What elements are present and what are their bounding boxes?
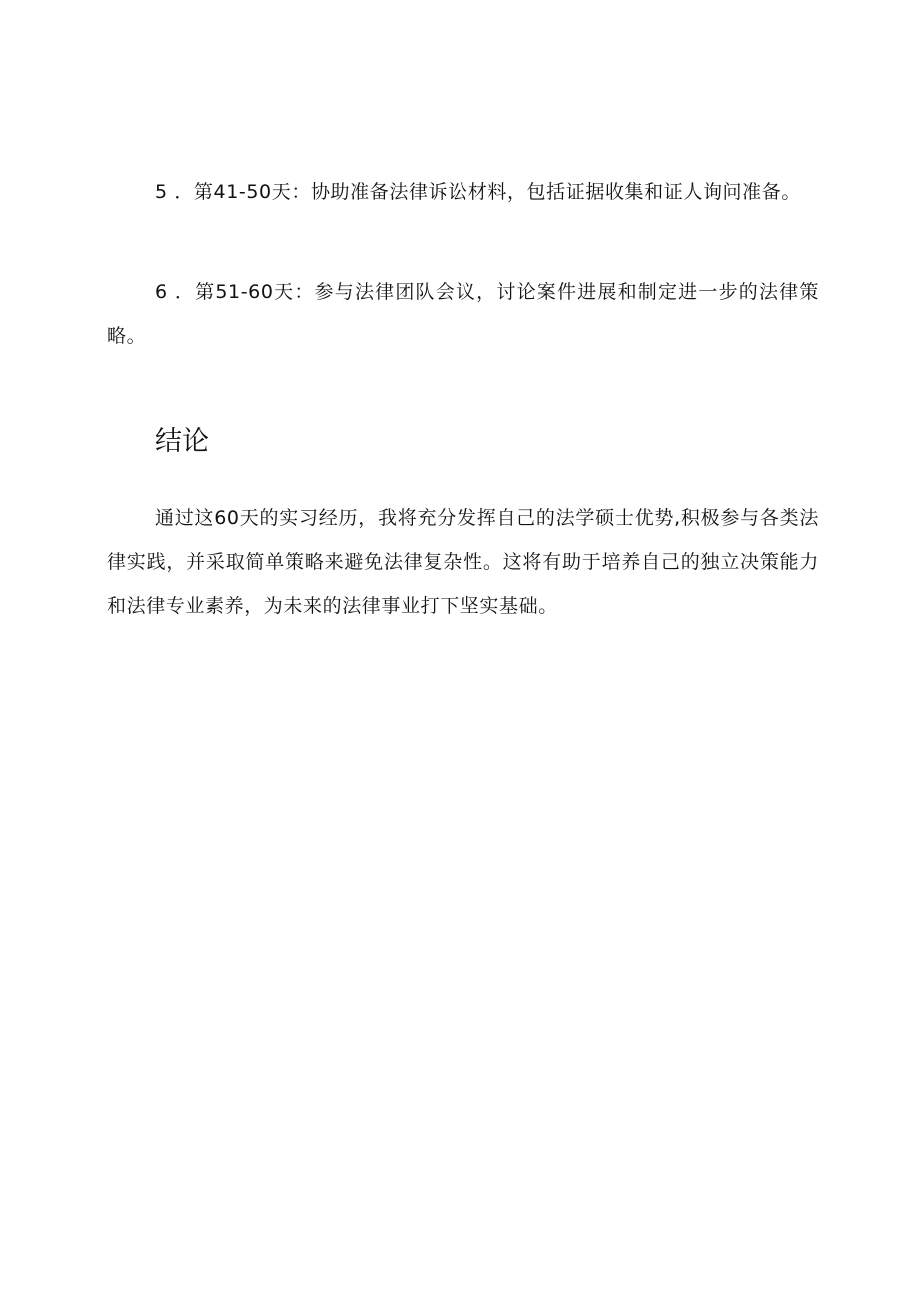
document-content (107, 170, 819, 628)
list-item-6: 6 ．第51-60天：参与法律团队会议，讨论案件进展和制定进一步的法律策略。 (107, 281, 819, 347)
list-item-5: 5 ．第41-50天：协助准备法律诉讼材料，包括证据收集和证人询问准备。 (155, 181, 801, 203)
conclusion-paragraph: 通过这60天的实习经历，我将充分发挥自己的法学硕士优势,积极参与各类法律实践，并采取简单策略来避免法律复杂性。这将有助于培养自己的独立决策能力和法律专业素养，为未来的法律事业打下坚实基础。 (107, 507, 819, 617)
conclusion-heading: 结论 (155, 426, 209, 457)
